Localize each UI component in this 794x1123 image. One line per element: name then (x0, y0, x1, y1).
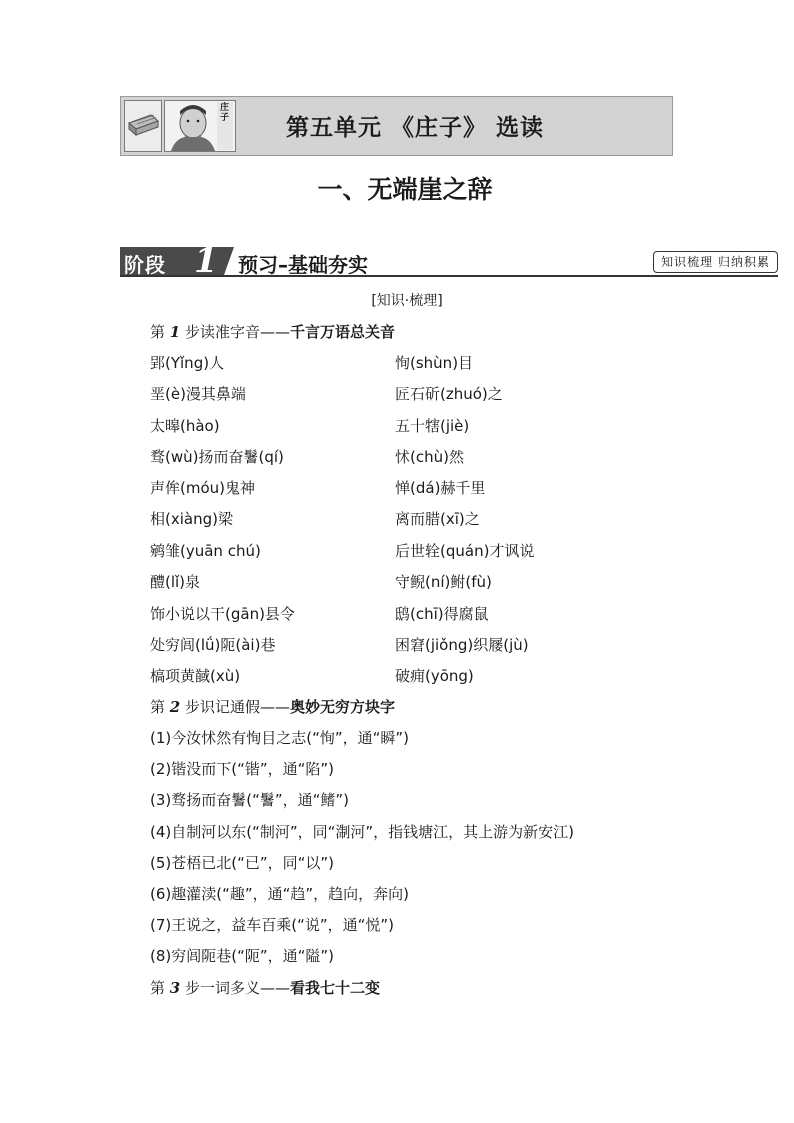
tongjia-item: (5)苍梧已北(“已”，同“以”) (150, 854, 335, 872)
book-icon (124, 100, 162, 152)
tongjia-item: (3)骛扬而奋鬐(“鬐”，通“鳍”) (150, 791, 350, 809)
pron-item: 惮(dá)赫千里 (395, 479, 486, 497)
unit-title: 第五单元 《庄子》 选读 (286, 114, 545, 141)
pron-item: 醴(lǐ)泉 (150, 573, 201, 591)
tongjia-item: (2)锴没而下(“锴”，通“陷”) (150, 760, 335, 778)
step3-slogan: 看我七十二变 (290, 979, 381, 997)
stage-word: 阶段 (124, 253, 166, 277)
step2-slogan: 奥妙无穷方块字 (290, 698, 396, 716)
zhuangzi-portrait (164, 100, 236, 152)
step1-num: 1 (169, 323, 181, 341)
pron-item: 处穷闾(lǘ)阨(ài)巷 (150, 636, 276, 654)
pron-item: 五十犗(jiè) (395, 417, 470, 435)
pron-item: 槁项黄馘(xù) (150, 667, 241, 685)
pron-item: 匠石斫(zhuó)之 (395, 385, 503, 403)
lesson-title: 一、无端崖之辞 (317, 175, 493, 204)
pron-item: 鸱(chī)得腐鼠 (395, 605, 489, 623)
stage-badge: 知识梳理 归纳积累 (653, 251, 778, 273)
pron-item: 声侔(móu)鬼神 (150, 479, 256, 497)
pron-item: 饰小说以干(gān)县令 (150, 605, 295, 623)
stage-tag-arrow (224, 247, 234, 275)
pron-item: 怵(chù)然 (395, 448, 464, 466)
stage-number: 1 (194, 241, 218, 281)
step1-heading (150, 321, 395, 342)
step3-num: 3 (169, 979, 181, 997)
portrait-caption: 庄子 (220, 103, 230, 123)
stage-bar (120, 241, 778, 281)
step1-suffix: 步读准字音—— (185, 323, 291, 341)
step2-suffix: 步识记通假—— (185, 698, 291, 716)
pron-item: 垩(è)漫其鼻端 (150, 385, 246, 403)
step2-heading (150, 696, 395, 717)
tongjia-item: (8)穷闾阨巷(“阨”，通“隘”) (150, 947, 335, 965)
pron-item: 骛(wù)扬而奋鬐(qí) (150, 448, 284, 466)
step1-slogan: 千言万语总关音 (290, 323, 396, 341)
tongjia-item: (7)王说之，益车百乘(“说”，通“悦”) (150, 916, 395, 934)
tongjia-item: (6)趣灌渎(“趣”，通“趋”，趋向，奔向) (150, 885, 410, 903)
pron-item: 离而腊(xī)之 (395, 510, 480, 528)
unit-banner (120, 96, 673, 156)
step3-prefix: 第 (150, 979, 166, 997)
pron-item: 相(xiàng)梁 (150, 510, 233, 528)
stage-tag (120, 241, 224, 281)
step3-heading (150, 977, 380, 998)
pron-item: 恂(shùn)目 (395, 354, 474, 372)
step2-prefix: 第 (150, 698, 166, 716)
pron-item: 困窘(jiǒng)织屦(jù) (395, 636, 529, 654)
tongjia-item: (1)今汝怵然有恂目之志(“恂”，通“瞬”) (150, 729, 410, 747)
section-label: [知识·梳理] (371, 293, 443, 309)
pron-item: 守鲵(ní)鲋(fù) (395, 573, 492, 591)
pron-item: 后世辁(quán)才讽说 (395, 542, 535, 560)
stage-name: 预习–基础夯实 (238, 253, 368, 277)
pron-item: 破痈(yōng) (395, 667, 474, 685)
pron-item: 太暤(hào) (150, 417, 220, 435)
step2-num: 2 (169, 698, 181, 716)
pron-item: 鹓雏(yuān chú) (150, 542, 261, 560)
tongjia-item: (4)自制河以东(“制河”，同“淛河”，指钱塘江，其上游为新安江) (150, 823, 575, 841)
step1-prefix: 第 (150, 323, 166, 341)
step3-suffix: 步一词多义—— (185, 979, 291, 997)
pron-item: 郢(Yǐng)人 (150, 354, 225, 372)
